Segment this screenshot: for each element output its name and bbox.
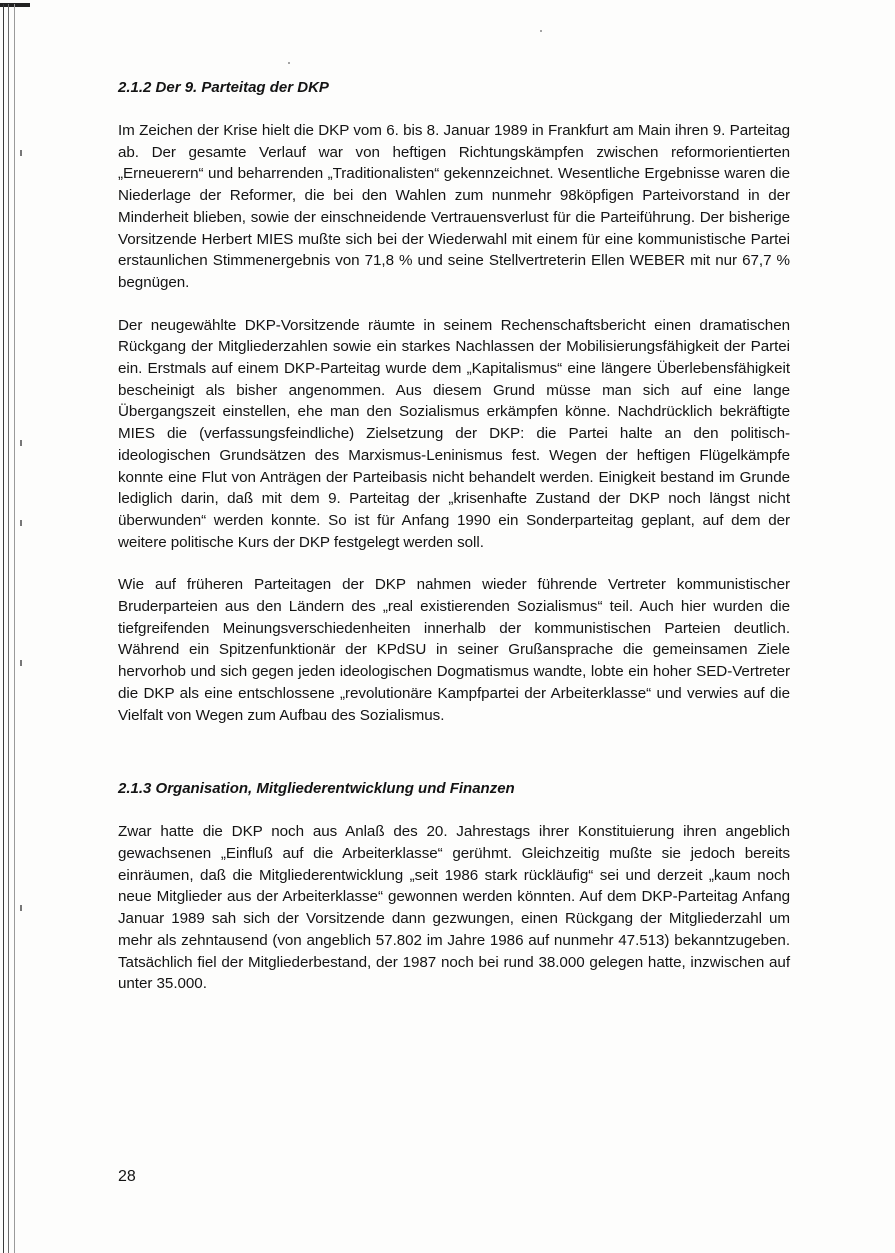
scan-binding-edge [0,0,36,1253]
scan-speck [540,30,542,32]
paragraph: Zwar hatte die DKP noch aus Anlaß des 20. Jahrestags ihrer Konstituierung ihren angeblich gewachsenen „Einfluß auf die Arbeiterklasse“ gerühmt. Gleichzeitig mußte sie jedoch bereits einräumen, daß die Mitgliederentwicklung „seit 1986 stark rückläufig“ sei und derzeit „kaum noch neue Mitglieder aus der Arbeiterklasse“ gewonnen werden könnten. Auf dem DKP-Parteitag Anfang Januar 1989 sah sich der Vorsitzende dann gezwungen, einen Rückgang der Mitgliederzahl um mehr als zehntausend (von angeblich 57.802 im Jahre 1986 auf nunmehr 47.513) bekanntzugeben. Tatsächlich fiel der Mitgliederbestand, der 1987 noch bei rund 38.000 gelegen hatte, inzwischen auf unter 35.000. [118,823,790,993]
binding-tick [20,905,22,911]
page-number: 28 [118,1168,136,1185]
binding-top-mark [0,3,30,7]
binding-line [3,4,4,1253]
binding-tick [20,520,22,526]
section-heading-parteitag: 2.1.2 Der 9. Parteitag der DKP [118,79,329,96]
paragraph: Im Zeichen der Krise hielt die DKP vom 6. bis 8. Januar 1989 in Frankfurt am Main ihren 9. Parteitag ab. Der gesamte Verlauf war von heftigen Richtungskämpfen zwischen reformorientierten „Erneuerern“ und beharrenden „Traditionalisten“ gekennzeichnet. Wesentliche Ergebnisse waren die Niederlage der Reformer, die bei den Wahlen zum nunmehr 98köpfigen Parteivorstand in der Minderheit blieben, sowie der einschneidende Vertrauensverlust für die Parteiführung. Der bisherige Vorsitzende Herbert MIES mußte sich bei der Wiederwahl mit einem für eine kommunistische Partei erstaunlichen Stimmenergebnis von 71,8 % und seine Stellvertreterin Ellen WEBER mit nur 67,7 % begnügen. [118,122,790,291]
paragraph: Wie auf früheren Parteitagen der DKP nahmen wieder führende Vertreter kommunistischer Bruderparteien aus den Ländern des „real existierenden Sozialismus“ teil. Auch hier wurden die tiefgreifenden Meinungsverschiedenheiten innerhalb der kommunistischen Parteien deutlich. Während ein Spitzenfunktionär der KPdSU in seiner Grußansprache die gemeinsamen Ziele hervorhob und sich gegen jeden ideologischen Dogmatismus wandte, lobte ein hoher SED-Vertreter die DKP als eine entschlossene „revolutionäre Kampfpartei der Arbeiterklasse“ und verwies auf die Vielfalt von Wegen zum Aufbau des Sozialismus. [118,576,790,724]
section-heading-organisation: 2.1.3 Organisation, Mitgliederentwicklung und Finanzen [118,780,515,798]
binding-line [14,4,15,1253]
paragraph: Der neugewählte DKP-Vorsitzende räumte in seinem Rechenschaftsbericht einen dramatischen Rückgang der Mitgliederzahlen sowie ein starkes Nachlassen der Mobilisierungsfähigkeit der Partei ein. Erstmals auf einem DKP-Parteitag wurde dem „Kapitalismus“ eine längere Überlebensfähigkeit bescheinigt als bisher angenommen. Aus diesem Grund müsse man sich auf eine lange Übergangszeit einstellen, ehe man den Sozialismus erkämpfen könne. Nachdrücklich bekräftigte MIES die (verfassungsfeindliche) Zielsetzung der DKP: die Partei halte an den politisch-ideologischen Grundsätzen des Marxismus-Leninismus fest. Wegen der heftigen Flügelkämpfe konnte eine Flut von Anträgen der Parteibasis nicht behandelt werden. Einigkeit bestand im Grunde lediglich darin, daß mit dem 9. Parteitag der „krisenhafte Zustand der DKP noch längst nicht überwunden“ werden konnte. So ist für Anfang 1990 ein Sonderparteitag geplant, auf dem der weitere politische Kurs der DKP festgelegt werden soll. [118,316,790,551]
binding-tick [20,440,22,446]
binding-tick [20,660,22,666]
scan-speck [288,62,290,64]
binding-line [8,4,9,1253]
page-content [118,78,790,995]
binding-tick [20,150,22,156]
